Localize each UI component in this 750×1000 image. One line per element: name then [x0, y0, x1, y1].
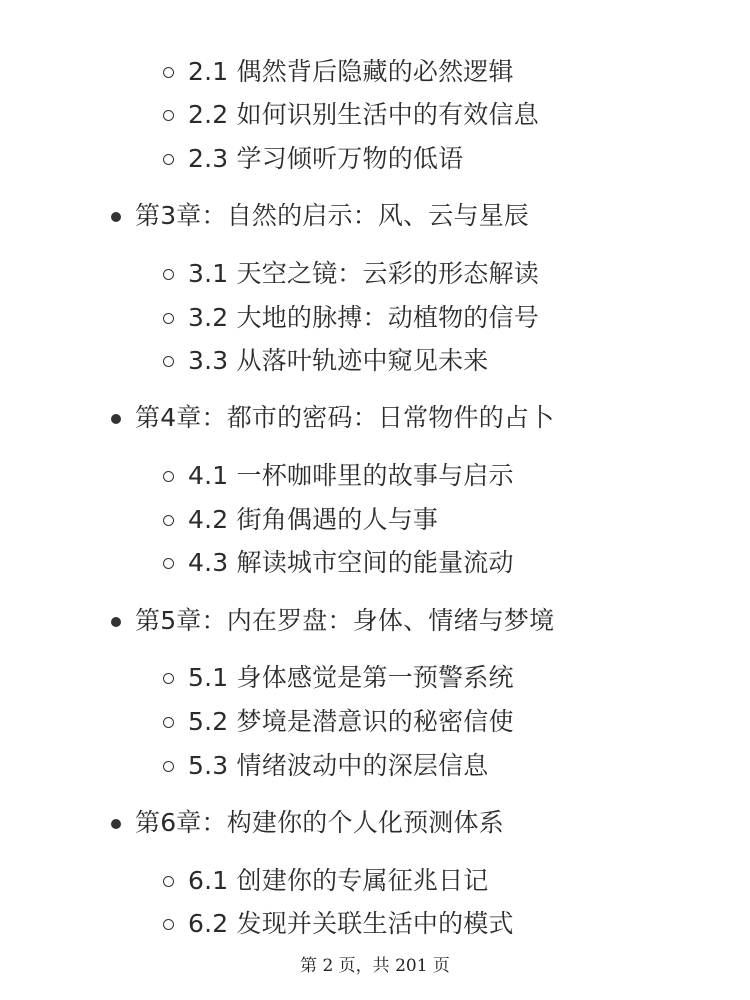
toc-subsection-text: 5.2 梦境是潜意识的秘密信使	[188, 707, 514, 736]
toc-subsection-text: 3.3 从落叶轨迹中窥见未来	[188, 346, 489, 375]
toc-subsection-2-2	[188, 98, 539, 132]
circle-bullet-icon	[163, 558, 174, 569]
circle-bullet-icon	[163, 471, 174, 482]
toc-subsection-5-3	[188, 749, 489, 783]
toc-chapter-4	[135, 401, 554, 435]
toc-chapter-6	[135, 806, 504, 840]
toc-subsection-text: 6.2 发现并关联生活中的模式	[188, 909, 514, 938]
disc-bullet-icon	[111, 819, 121, 829]
circle-bullet-icon	[163, 269, 174, 280]
toc-subsection-2-1	[188, 55, 514, 89]
toc-subsection-2-3	[188, 142, 463, 176]
circle-bullet-icon	[163, 154, 174, 165]
toc-chapter-text: 第6章：构建你的个人化预测体系	[135, 808, 504, 837]
toc-subsection-6-2	[188, 907, 514, 941]
circle-bullet-icon	[163, 673, 174, 684]
toc-subsection-text: 3.2 大地的脉搏：动植物的信号	[188, 303, 539, 332]
toc-subsection-text: 4.3 解读城市空间的能量流动	[188, 548, 514, 577]
toc-subsection-text: 5.1 身体感觉是第一预警系统	[188, 663, 514, 692]
circle-bullet-icon	[163, 313, 174, 324]
disc-bullet-icon	[111, 617, 121, 627]
toc-subsection-4-3	[188, 546, 514, 580]
toc-chapter-5	[135, 604, 554, 638]
toc-chapter-text: 第4章：都市的密码：日常物件的占卜	[135, 403, 555, 432]
circle-bullet-icon	[163, 876, 174, 887]
toc-subsection-text: 6.1 创建你的专属征兆日记	[188, 866, 489, 895]
circle-bullet-icon	[163, 717, 174, 728]
toc-subsection-text: 2.3 学习倾听万物的低语	[188, 144, 464, 173]
toc-subsection-text: 4.2 街角偶遇的人与事	[188, 505, 439, 534]
toc-chapter-text: 第5章：内在罗盘：身体、情绪与梦境	[135, 606, 555, 635]
toc-subsection-text: 5.3 情绪波动中的深层信息	[188, 751, 489, 780]
toc-chapter-3	[135, 199, 529, 233]
toc-subsection-6-1	[188, 864, 489, 898]
toc-subsection-5-2	[188, 705, 514, 739]
toc-subsection-text: 4.1 一杯咖啡里的故事与启示	[188, 461, 514, 490]
toc-chapter-text: 第3章：自然的启示：风、云与星辰	[135, 201, 530, 230]
circle-bullet-icon	[163, 356, 174, 367]
page-number-footer: 第 2 页，共 201 页	[300, 956, 450, 976]
circle-bullet-icon	[163, 761, 174, 772]
disc-bullet-icon	[111, 414, 121, 424]
circle-bullet-icon	[163, 919, 174, 930]
circle-bullet-icon	[163, 67, 174, 78]
toc-subsection-4-1	[188, 459, 514, 493]
toc-subsection-3-3	[188, 344, 489, 378]
toc-subsection-3-1	[188, 257, 539, 291]
circle-bullet-icon	[163, 515, 174, 526]
disc-bullet-icon	[111, 212, 121, 222]
toc-subsection-text: 2.1 偶然背后隐藏的必然逻辑	[188, 57, 514, 86]
toc-subsection-5-1	[188, 661, 514, 695]
circle-bullet-icon	[163, 110, 174, 121]
toc-subsection-text: 3.1 天空之镜：云彩的形态解读	[188, 259, 539, 288]
toc-subsection-text: 2.2 如何识别生活中的有效信息	[188, 100, 539, 129]
toc-subsection-3-2	[188, 301, 539, 335]
toc-subsection-4-2	[188, 503, 438, 537]
